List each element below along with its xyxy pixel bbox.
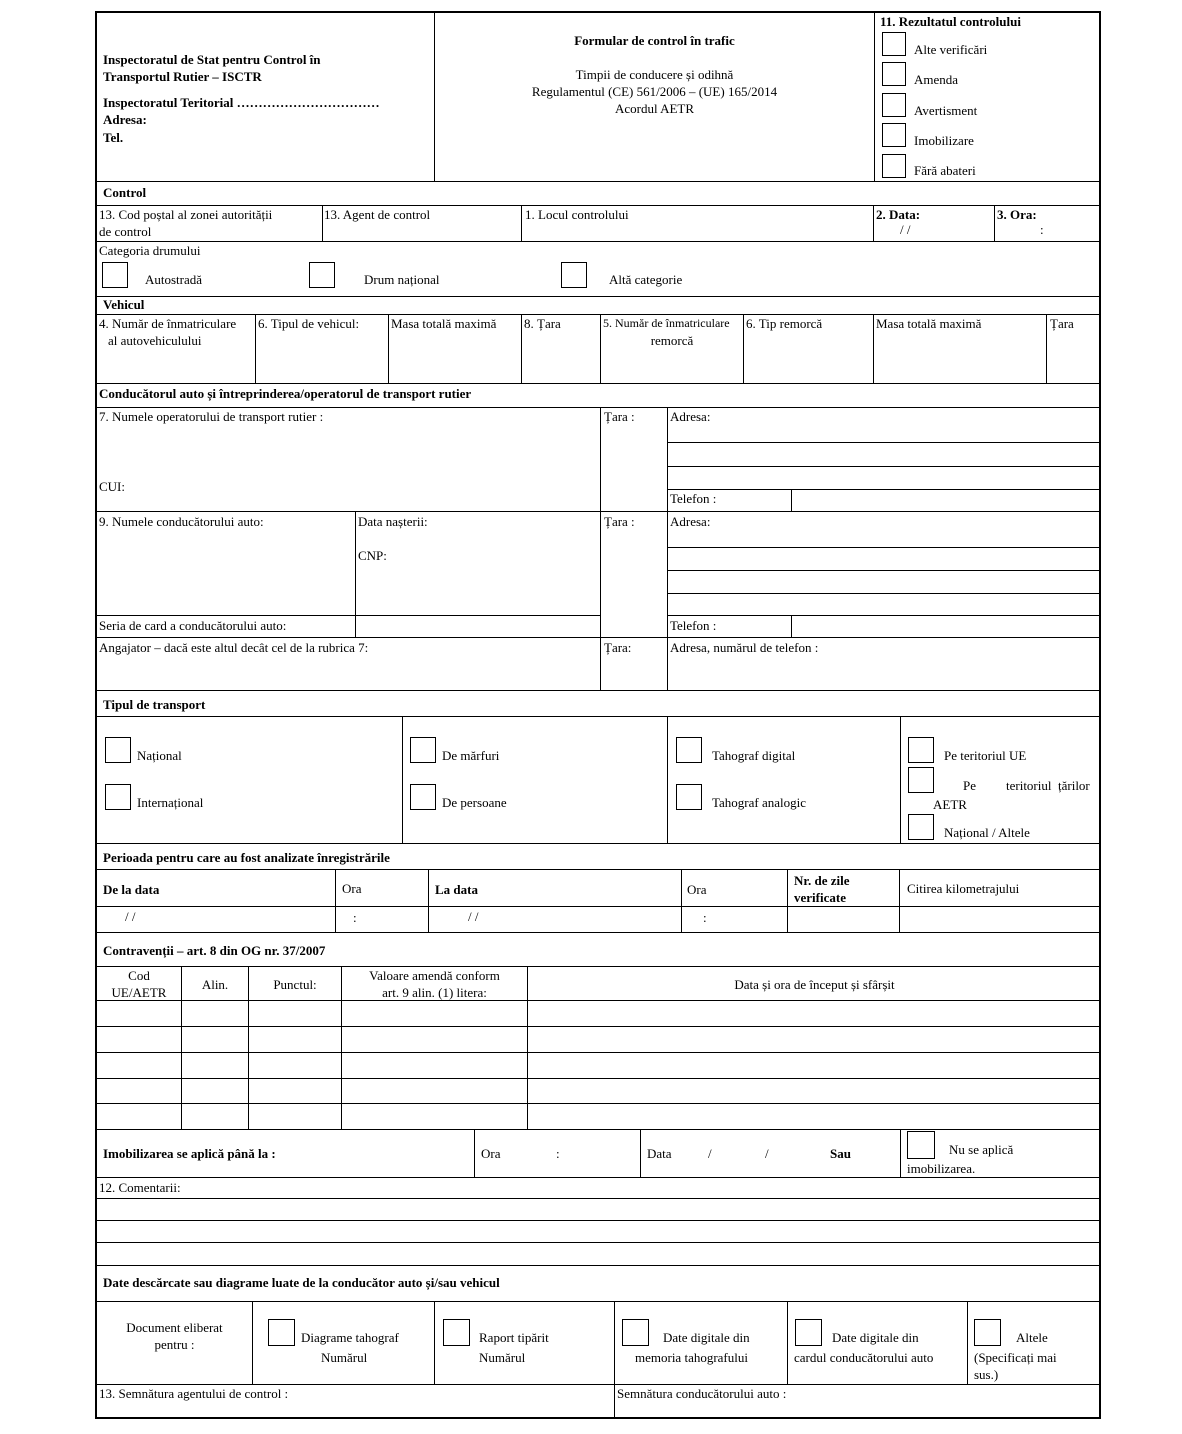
driver-signature-field[interactable] — [615, 1385, 1100, 1418]
immobilization-time-label: Ora — [481, 1146, 501, 1161]
period-from-time-field[interactable] — [336, 907, 427, 931]
employer-country-label: Țara: — [604, 640, 632, 655]
offence-code-header-1: Cod — [128, 968, 150, 983]
result-immobilization-label: Imobilizare — [914, 133, 974, 148]
immobilization-date-label: Data — [647, 1146, 672, 1161]
driver-cnp-label: CNP: — [358, 548, 387, 563]
period-section-title: Perioada pentru care au fost analizate înregistrările — [103, 850, 390, 865]
comments-line[interactable] — [98, 1243, 1100, 1264]
control-agent-field[interactable] — [323, 206, 520, 240]
operator-address-field[interactable] — [668, 408, 1100, 488]
offence-row[interactable] — [98, 1104, 1100, 1128]
immobilization-time-separator: : — [556, 1146, 560, 1161]
driver-signature-label: Semnătura conducătorului auto : — [617, 1386, 787, 1401]
vehicle-reg-label-1: 4. Număr de înmatriculare — [99, 316, 237, 331]
vehicle-section-title: Vehicul — [103, 297, 145, 312]
offence-fine-header-2: art. 9 alin. (1) litera: — [382, 985, 487, 1000]
comments-label: 12. Comentarii: — [99, 1180, 181, 1195]
territory-eu-checkbox[interactable] — [908, 737, 934, 763]
territory-aetr-label-4: AETR — [933, 797, 967, 812]
result-no-offence-label: Fără abateri — [914, 163, 976, 178]
vehicle-max-mass-field[interactable] — [389, 315, 520, 382]
control-place-field[interactable] — [522, 206, 872, 240]
driver-country-field[interactable] — [601, 512, 666, 636]
operator-address-label: Adresa: — [670, 409, 711, 424]
analog-tachograph-label: Tahograf analogic — [712, 795, 807, 810]
period-to-time-label: Ora — [687, 882, 707, 897]
digital-tachograph-checkbox[interactable] — [676, 737, 702, 763]
trailer-mass-label: Masa totală maximă — [876, 316, 982, 331]
offence-point-header: Punctul: — [273, 977, 317, 992]
control-time-separator: : — [1040, 222, 1044, 237]
driver-birth-date-label: Data nașterii: — [358, 514, 428, 529]
transport-national-checkbox[interactable] — [105, 737, 131, 763]
driver-card-series-field[interactable] — [356, 616, 599, 636]
vehicle-max-mass-label: Masa totală maximă — [391, 316, 497, 331]
driver-phone-field[interactable] — [792, 616, 1100, 636]
operator-country-field[interactable] — [601, 408, 666, 510]
phone-label: Tel. — [103, 130, 124, 145]
employer-field[interactable] — [98, 638, 599, 689]
authority-name-line2: Transportul Rutier – ISCTR — [103, 69, 262, 84]
operator-name-label: 7. Numele operatorului de transport rutier : — [99, 409, 324, 424]
control-date-label: 2. Data: — [876, 207, 921, 222]
immobilization-na-label-2: imobilizarea. — [907, 1161, 976, 1176]
driver-phone-label: Telefon : — [670, 618, 717, 633]
offence-row[interactable] — [98, 1001, 1100, 1025]
trailer-reg-label-1: 5. Număr de înmatriculare — [603, 316, 730, 330]
period-from-time-label: Ora — [342, 881, 362, 896]
road-category-label: Categoria drumului — [99, 243, 201, 258]
other-data-label-3: sus.) — [974, 1367, 999, 1382]
result-fine-checkbox[interactable] — [882, 62, 906, 86]
trailer-mass-field[interactable] — [874, 315, 1045, 382]
employer-country-field[interactable] — [601, 638, 666, 689]
transport-international-checkbox[interactable] — [105, 784, 131, 810]
transport-national-label: Național — [137, 748, 182, 763]
tachograph-memory-data-checkbox[interactable] — [622, 1319, 649, 1346]
document-issued-label-2: pentru : — [154, 1337, 195, 1352]
driver-card-data-checkbox[interactable] — [795, 1319, 822, 1346]
tachograph-charts-label: Diagrame tahograf — [301, 1330, 399, 1345]
control-date-separators: / / — [900, 222, 911, 237]
period-from-time-separator: : — [353, 910, 357, 925]
vehicle-type-field[interactable] — [256, 315, 387, 382]
period-from-date-label: De la data — [103, 882, 160, 897]
territory-aetr-label-3: țărilor — [1058, 778, 1090, 793]
postal-code-label-1: 13. Cod poștal al zonei autorității — [99, 207, 273, 222]
operator-phone-field[interactable] — [792, 490, 1100, 510]
employer-address-field[interactable] — [668, 638, 1100, 689]
offence-row[interactable] — [98, 1027, 1100, 1051]
vehicle-country-label: 8. Țara — [524, 316, 561, 331]
result-warning-label: Avertisment — [914, 103, 978, 118]
transport-section-title: Tipul de transport — [103, 697, 206, 712]
employer-address-label: Adresa, numărul de telefon : — [670, 640, 819, 655]
agent-signature-label: 13. Semnătura agentului de control : — [99, 1386, 289, 1401]
period-km-field[interactable] — [900, 907, 1100, 931]
territory-eu-label: Pe teritoriul UE — [944, 748, 1027, 763]
territory-aetr-label-1: Pe — [963, 778, 976, 793]
comments-line[interactable] — [98, 1221, 1100, 1241]
road-national-checkbox[interactable] — [309, 262, 335, 288]
control-agent-label: 13. Agent de control — [324, 207, 431, 222]
form-title: Formular de control în trafic — [574, 33, 735, 48]
road-motorway-label: Autostradă — [145, 272, 203, 287]
vehicle-reg-label-2: al autovehiculului — [108, 333, 202, 348]
downloads-section-title: Date descărcate sau diagrame luate de la conducător auto și/sau vehicul — [103, 1275, 500, 1290]
result-other-checks-checkbox[interactable] — [882, 32, 906, 56]
control-place-label: 1. Locul controlului — [525, 207, 629, 222]
vehicle-reg-field[interactable] — [98, 315, 254, 382]
control-section-title: Control — [103, 185, 147, 200]
form-subtitle-3: Acordul AETR — [614, 101, 695, 116]
vehicle-country-field[interactable] — [522, 315, 599, 382]
control-time-field[interactable] — [995, 206, 1100, 240]
immobilization-time-field[interactable] — [475, 1130, 639, 1176]
territory-national-label: Național / Altele — [944, 825, 1030, 840]
trailer-reg-label-2: remorcă — [650, 333, 694, 348]
territory-aetr-checkbox[interactable] — [908, 767, 934, 793]
transport-goods-checkbox[interactable] — [410, 737, 436, 763]
road-other-label: Altă categorie — [609, 272, 683, 287]
tachograph-memory-label-2: memoria tahografului — [635, 1350, 748, 1365]
territory-aetr-label-2: teritoriul — [1006, 778, 1052, 793]
immobilization-not-applicable-checkbox[interactable] — [907, 1131, 935, 1159]
period-to-date-label: La data — [435, 882, 478, 897]
operator-name-field[interactable] — [98, 408, 599, 510]
printed-report-number-label: Numărul — [479, 1350, 526, 1365]
immobilization-na-label-1: Nu se aplică — [949, 1142, 1014, 1157]
offence-datetime-header: Data și ora de început și sfârșit — [734, 977, 895, 992]
driver-card-data-label-1: Date digitale din — [832, 1330, 919, 1345]
period-to-date-separators: / / — [468, 909, 479, 924]
road-motorway-checkbox[interactable] — [102, 262, 128, 288]
period-days-label-1: Nr. de zile — [794, 873, 850, 888]
period-days-field[interactable] — [788, 907, 898, 931]
immobilization-date-separator-1: / — [708, 1146, 712, 1161]
trailer-type-label: 6. Tip remorcă — [746, 316, 823, 331]
result-warning-checkbox[interactable] — [882, 93, 906, 117]
authority-name-line1: Inspectoratul de Stat pentru Control în — [103, 52, 321, 67]
offence-fine-header-1: Valoare amendă conform — [369, 968, 500, 983]
other-data-label-2: (Specificați mai — [974, 1350, 1057, 1365]
trailer-country-label: Țara — [1050, 316, 1074, 331]
result-other-checks-label: Alte verificări — [914, 42, 988, 57]
driver-address-label: Adresa: — [670, 514, 711, 529]
transport-international-label: Internațional — [137, 795, 204, 810]
immobilization-label: Imobilizarea se aplică până la : — [103, 1146, 276, 1161]
road-other-checkbox[interactable] — [561, 262, 587, 288]
agent-signature-field[interactable] — [98, 1385, 613, 1418]
immobilization-date-separator-2: / — [765, 1146, 769, 1161]
operator-phone-label: Telefon : — [670, 491, 717, 506]
driver-name-field[interactable] — [98, 512, 354, 614]
result-fine-label: Amenda — [914, 72, 959, 87]
form-subtitle-2: Regulamentul (CE) 561/2006 – (UE) 165/2014 — [531, 84, 778, 99]
tachograph-charts-number-label: Numărul — [321, 1350, 368, 1365]
trailer-reg-field[interactable] — [601, 315, 742, 382]
driver-country-label: Țara : — [604, 514, 635, 529]
period-to-time-separator: : — [703, 910, 707, 925]
operator-country-label: Țara : — [604, 409, 635, 424]
driver-address-field[interactable] — [668, 512, 1100, 614]
printed-report-checkbox[interactable] — [443, 1319, 470, 1346]
form-subtitle-1: Timpii de conducere și odihnă — [575, 67, 734, 82]
trailer-country-field[interactable] — [1047, 315, 1100, 382]
transport-passengers-label: De persoane — [442, 795, 507, 810]
offence-alin-header: Alin. — [201, 977, 229, 992]
period-to-time-field[interactable] — [682, 907, 786, 931]
tachograph-charts-checkbox[interactable] — [268, 1319, 295, 1346]
period-from-date-field[interactable] — [98, 907, 334, 931]
period-to-date-field[interactable] — [429, 907, 680, 931]
offence-code-header-2: UE/AETR — [111, 985, 167, 1000]
immobilization-or-label: Sau — [830, 1146, 851, 1161]
territory-national-checkbox[interactable] — [908, 814, 934, 840]
period-from-date-separators: / / — [125, 909, 136, 924]
tachograph-memory-label-1: Date digitale din — [663, 1330, 750, 1345]
traffic-control-form — [95, 11, 1101, 1419]
address-label: Adresa: — [103, 112, 147, 127]
driver-section-title: Conducătorul auto și întreprinderea/operatorul de transport rutier — [99, 386, 472, 401]
control-date-field[interactable] — [874, 206, 993, 240]
road-national-label: Drum național — [364, 272, 440, 287]
control-result-title: 11. Rezultatul controlului — [880, 14, 1021, 29]
vehicle-type-label: 6. Tipul de vehicul: — [258, 316, 360, 331]
period-days-label-2: verificate — [794, 890, 846, 905]
digital-tachograph-label: Tahograf digital — [712, 748, 796, 763]
driver-name-label: 9. Numele conducătorului auto: — [99, 514, 264, 529]
offences-section-title: Contravenții – art. 8 din OG nr. 37/2007 — [103, 943, 326, 958]
driver-card-series-label: Seria de card a conducătorului auto: — [99, 618, 287, 633]
period-km-label: Citirea kilometrajului — [907, 881, 1020, 896]
control-time-label: 3. Ora: — [997, 207, 1037, 222]
printed-report-label: Raport tipărit — [479, 1330, 549, 1345]
other-data-label-1: Altele — [1016, 1330, 1048, 1345]
transport-goods-label: De mărfuri — [442, 748, 500, 763]
other-data-checkbox[interactable] — [974, 1319, 1001, 1346]
trailer-type-field[interactable] — [744, 315, 872, 382]
operator-cui-label: CUI: — [99, 479, 125, 494]
postal-code-field[interactable] — [98, 206, 321, 240]
document-issued-label-1: Document eliberat — [126, 1320, 223, 1335]
immobilization-date-field[interactable] — [641, 1130, 821, 1176]
driver-card-data-label-2: cardul conducătorului auto — [794, 1350, 934, 1365]
territorial-inspectorate-label: Inspectoratul Teritorial …………………………… — [103, 95, 380, 110]
result-no-offence-checkbox[interactable] — [882, 154, 906, 178]
offence-row[interactable] — [98, 1053, 1100, 1077]
offence-row[interactable] — [98, 1079, 1100, 1102]
employer-label: Angajator – dacă este altul decât cel de la rubrica 7: — [99, 640, 369, 655]
comments-line[interactable] — [98, 1199, 1100, 1219]
result-immobilization-checkbox[interactable] — [882, 123, 906, 147]
driver-birth-cnp-field[interactable] — [356, 512, 599, 614]
analog-tachograph-checkbox[interactable] — [676, 784, 702, 810]
postal-code-label-2: de control — [99, 224, 152, 239]
transport-passengers-checkbox[interactable] — [410, 784, 436, 810]
